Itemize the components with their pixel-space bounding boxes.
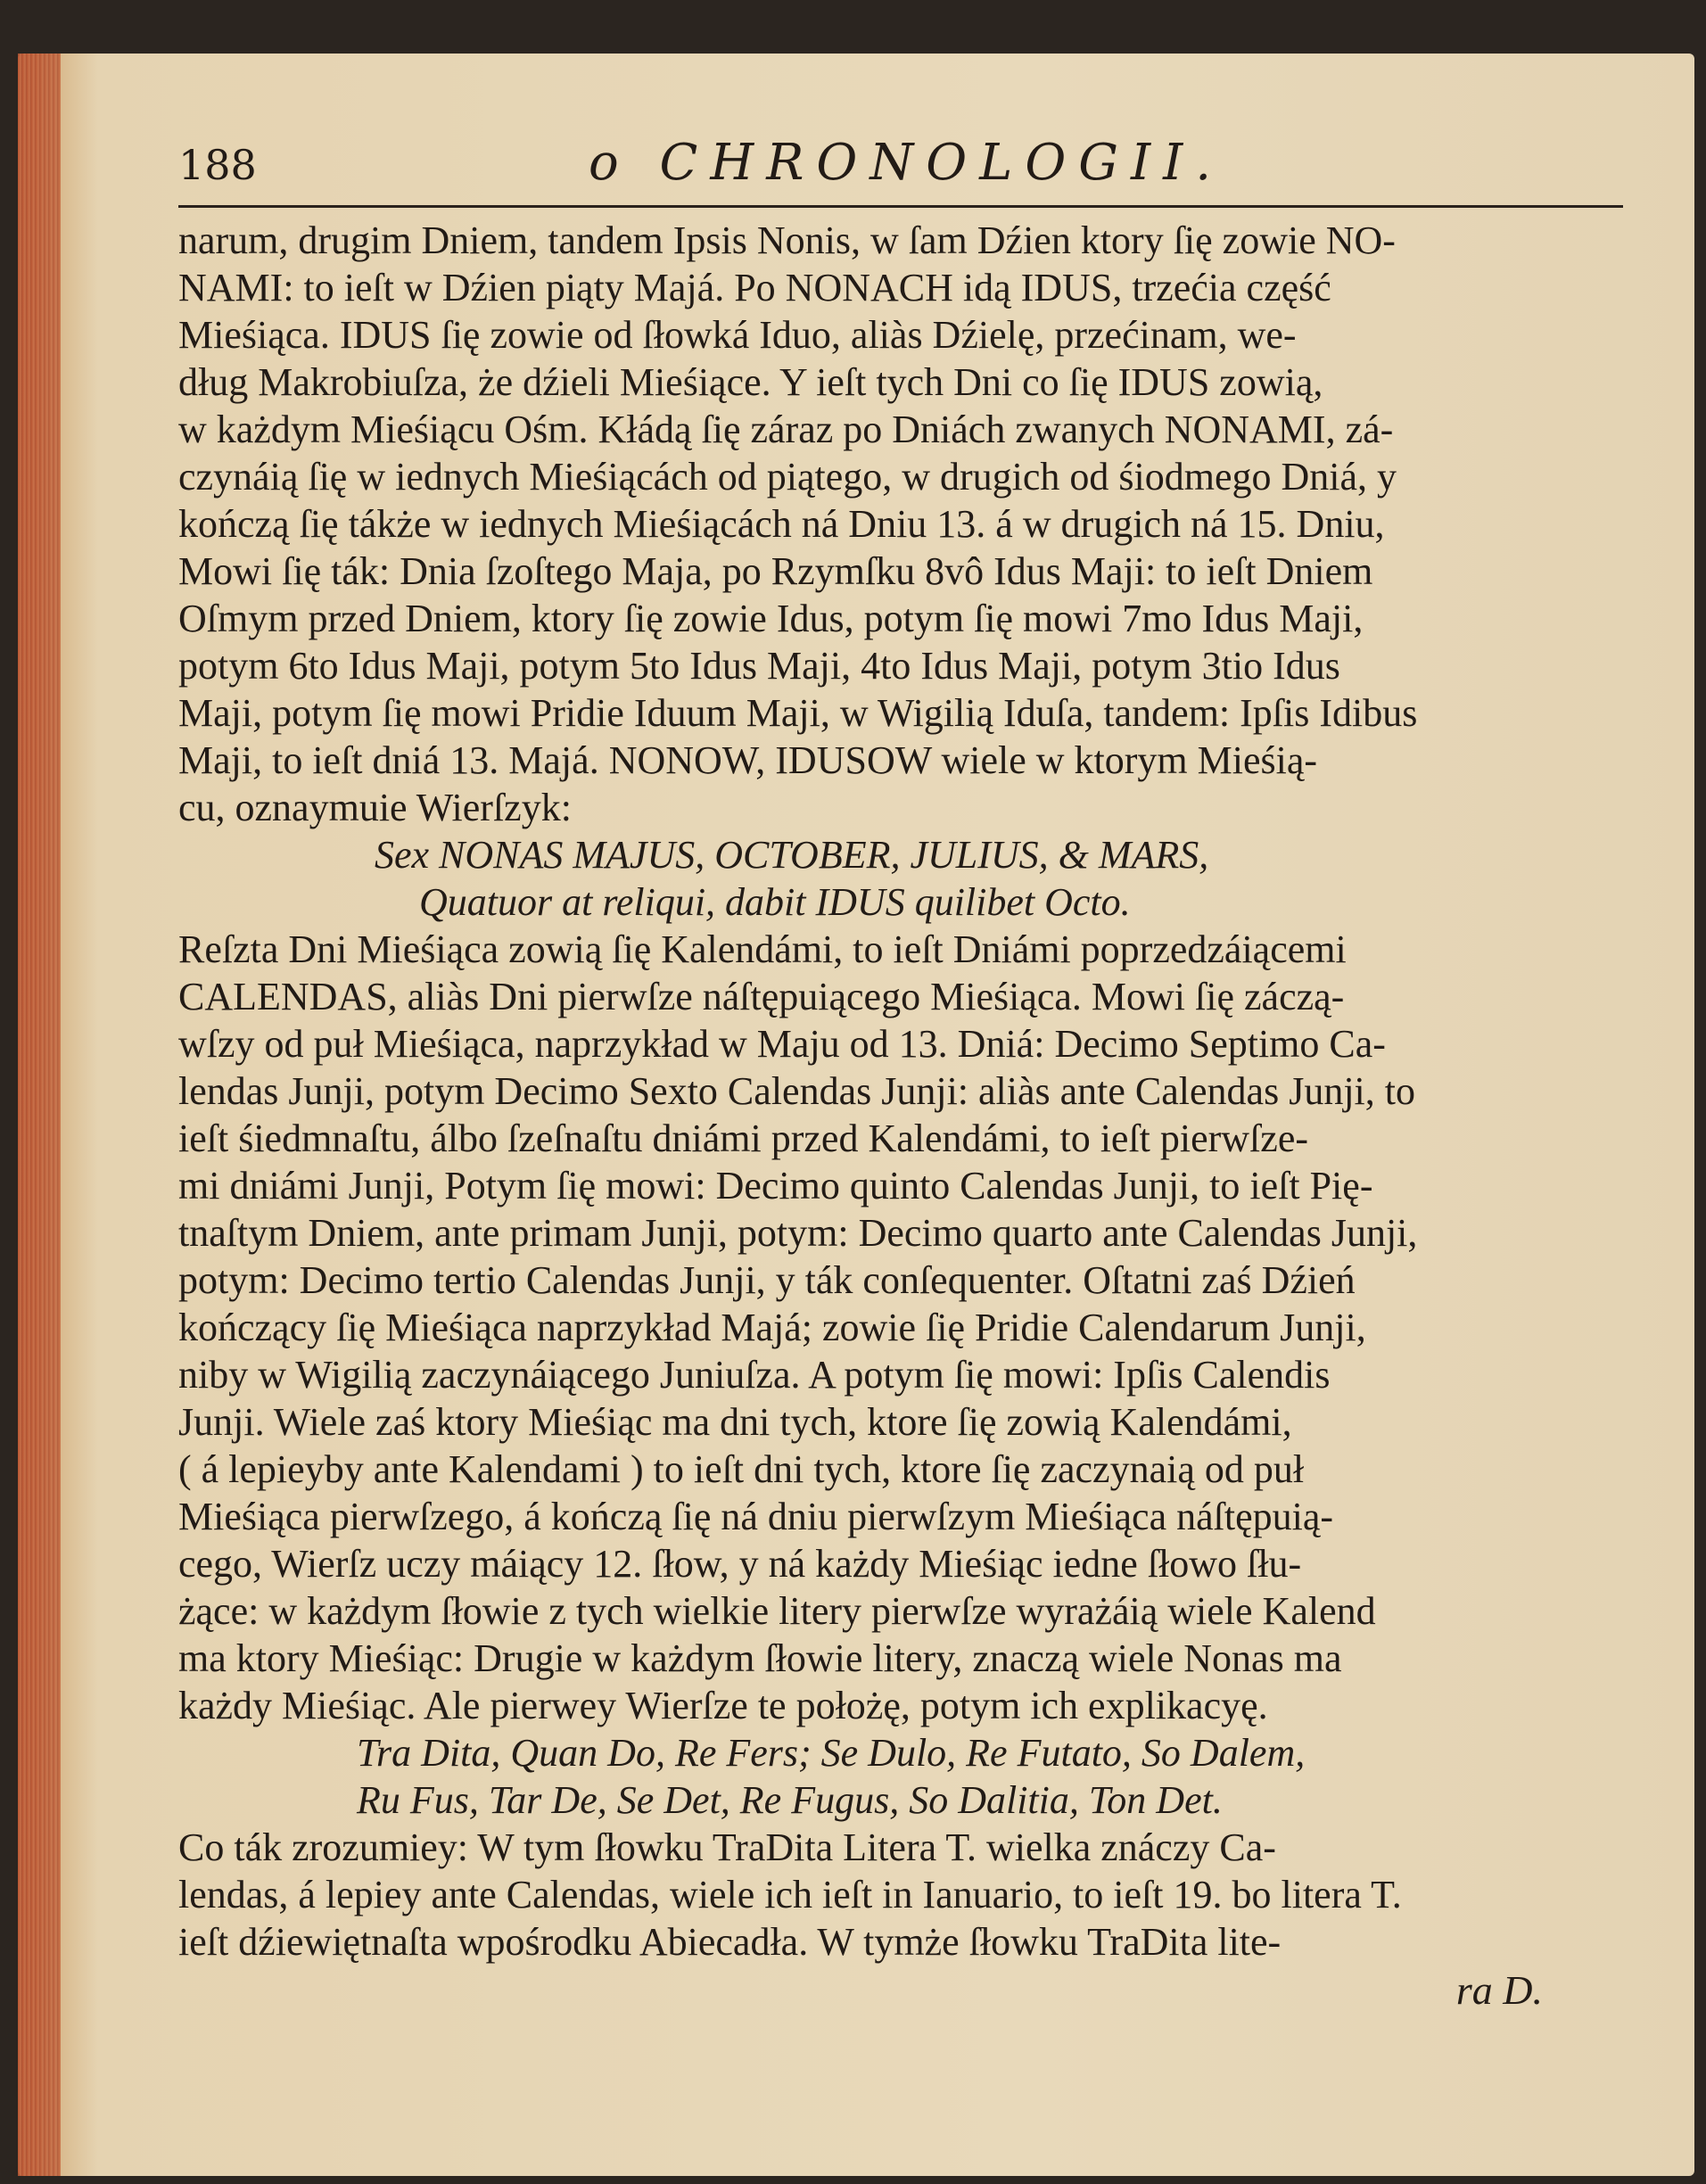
text-line: ( á lepieyby ante Kalendami ) to ieſt dni tych, ktore ſię zaczynaią od puł bbox=[178, 1447, 1305, 1491]
text-line: ieſt dźiewiętnaſta wpośrodku Abiecadła. W tymże ſłowku TraDita lite- bbox=[178, 1920, 1282, 1964]
text-line: mi dniámi Junji, Potym ſię mowi: Decimo quinto Calendas Junji, to ieſt Pię- bbox=[178, 1164, 1373, 1207]
text-line: Mieśiąca pierwſzego, á kończą ſię ná dniu pierwſzym Mieśiąca náſtępuią- bbox=[178, 1495, 1334, 1538]
text-block bbox=[178, 134, 1623, 2015]
text-line: czynáią ſię w iednych Mieśiącách od piątego, w drugich od śiodmego Dniá, y bbox=[178, 455, 1397, 499]
text-line: niby w Wigilią zaczynáiącego Juniuſza. A potym ſię mowi: Ipſis Calendis bbox=[178, 1353, 1331, 1397]
text-line: tnaſtym Dniem, ante primam Junji, potym: Decimo quarto ante Calendas Junji, bbox=[178, 1211, 1418, 1255]
text-line: Maji, potym ſię mowi Pridie Iduum Maji, w Wigilią Iduſa, tandem: Ipſis Idibus bbox=[178, 691, 1418, 735]
text-line: potym: Decimo tertio Calendas Junji, y ták conſequenter. Oſtatni zaś Dźień bbox=[178, 1258, 1356, 1302]
text-line: Maji, to ieſt dniá 13. Majá. NONOW, IDUSOW wiele w ktorym Mieśią- bbox=[178, 738, 1318, 782]
verse-line: Sex NONAS MAJUS, OCTOBER, JULIUS, & MARS, bbox=[375, 833, 1209, 877]
text-line: wſzy od puł Mieśiąca, naprzykład w Maju od 13. Dniá: Decimo Septimo Ca- bbox=[178, 1022, 1386, 1066]
text-line: cu, oznaymuie Wierſzyk: bbox=[178, 786, 572, 829]
running-title: o CHRONOLOGII. bbox=[589, 134, 1224, 192]
text-line: Co ták zrozumiey: W tym ſłowku TraDita Litera T. wielka znáczy Ca- bbox=[178, 1825, 1276, 1869]
text-line: Mowi ſię ták: Dnia ſzoſtego Maja, po Rzymſku 8vô Idus Maji: to ieſt Dniem bbox=[178, 549, 1373, 593]
text-line: kończą ſię tákże w iednych Mieśiącách ná Dniu 13. á w drugich ná 15. Dniu, bbox=[178, 502, 1385, 546]
catchword: ra D. bbox=[1455, 1967, 1543, 2013]
text-line: dług Makrobiuſza, że dźieli Mieśiące. Y ieſt tych Dni co ſię IDUS zowią, bbox=[178, 360, 1323, 404]
text-line: Mieśiąca. IDUS ſię zowie od ſłowká Iduo, aliàs Dźielę, przećinam, we- bbox=[178, 313, 1297, 357]
text-line: kończący ſię Mieśiąca naprzykład Majá; zowie ſię Pridie Calendarum Junji, bbox=[178, 1306, 1366, 1349]
page-number: 188 bbox=[178, 141, 257, 189]
text-line: ieſt śiedmnaſtu, álbo ſzeſnaſtu dniámi przed Kalendámi, to ieſt pierwſze- bbox=[178, 1117, 1309, 1160]
text-line: Oſmym przed Dniem, ktory ſię zowie Idus, potym ſię mowi 7mo Idus Maji, bbox=[178, 597, 1364, 640]
text-line: żące: w każdym ſłowie z tych wielkie litery pierwſze wyrażáią wiele Kalend bbox=[178, 1589, 1376, 1633]
text-line: ma ktory Mieśiąc: Drugie w każdym ſłowie litery, znaczą wiele Nonas ma bbox=[178, 1636, 1342, 1680]
text-line: każdy Mieśiąc. Ale pierwey Wierſze te położę, potym ich explikacyę. bbox=[178, 1684, 1268, 1727]
page-header bbox=[178, 134, 1623, 208]
text-line: potym 6to Idus Maji, potym 5to Idus Maji, 4to Idus Maji, potym 3tio Idus bbox=[178, 644, 1340, 688]
text-line: narum, drugim Dniem, tandem Ipsis Nonis, w ſam Dźien ktory ſię zowie NO- bbox=[178, 218, 1396, 262]
body-text bbox=[178, 217, 1623, 2015]
text-line: lendas, á lepiey ante Calendas, wiele ich ieſt in Ianuario, to ieſt 19. bo litera T. bbox=[178, 1873, 1402, 1916]
verse-line: Quatuor at reliqui, dabit IDUS quilibet Octo. bbox=[419, 880, 1131, 924]
verse-line: Tra Dita, Quan Do, Re Fers; Se Dulo, Re Futato, So Dalem, bbox=[357, 1731, 1306, 1775]
text-line: cego, Wierſz uczy máiący 12. ſłow, y ná każdy Mieśiąc iedne ſłowo ſłu- bbox=[178, 1542, 1302, 1586]
text-line: lendas Junji, potym Decimo Sexto Calendas Junji: aliàs ante Calendas Junji, to bbox=[178, 1069, 1416, 1113]
text-line: w każdym Mieśiącu Ośm. Kłádą ſię záraz po Dniách zwanych NONAMI, zá- bbox=[178, 408, 1394, 451]
verse-line: Ru Fus, Tar De, Se Det, Re Fugus, So Dalitia, Ton Det. bbox=[357, 1778, 1223, 1822]
text-line: CALENDAS, aliàs Dni pierwſze náſtępuiącego Mieśiąca. Mowi ſię záczą- bbox=[178, 975, 1345, 1018]
text-line: Reſzta Dni Mieśiąca zowią ſię Kalendámi, to ieſt Dniámi poprzedzáiącemi bbox=[178, 927, 1347, 971]
text-line: NAMI: to ieſt w Dźien piąty Majá. Po NONACH idą IDUS, trzećia część bbox=[178, 266, 1331, 309]
page-edges bbox=[18, 54, 61, 2176]
text-line: Junji. Wiele zaś ktory Mieśiąc ma dni tych, ktore ſię zowią Kalendámi, bbox=[178, 1400, 1292, 1444]
